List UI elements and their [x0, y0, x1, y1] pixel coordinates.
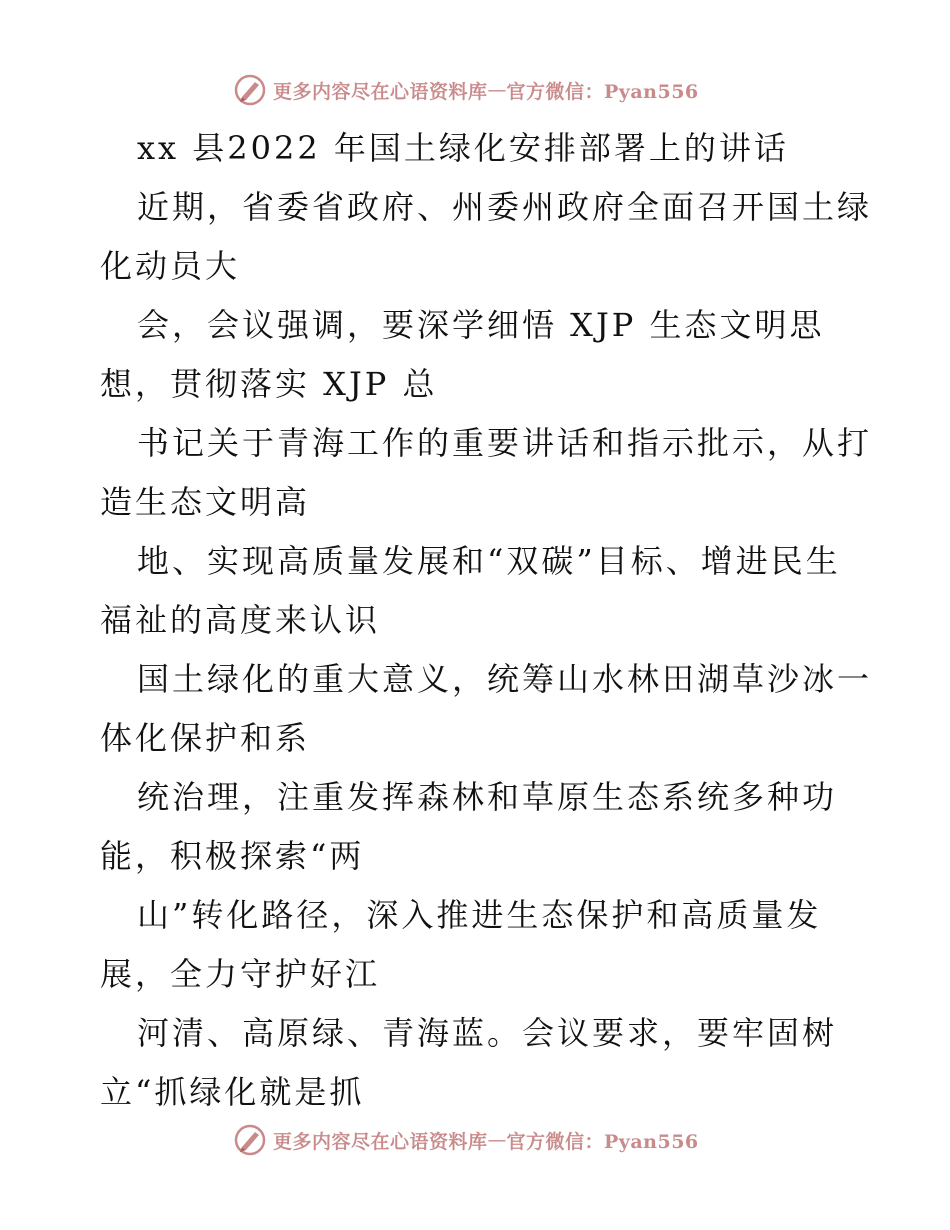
header-watermark [233, 72, 699, 108]
paragraph-line: 近期，省委省政府、州委州政府全面召开国土绿 [137, 188, 873, 226]
footer-watermark [233, 1122, 699, 1158]
pen-logo-icon [233, 73, 267, 107]
paragraph-line: 立“抓绿化就是抓 [100, 1073, 365, 1111]
paragraph-line: 化动员大 [100, 247, 241, 285]
paragraph-line: 会，会议强调，要深学细悟 XJP 生态文明思 [137, 306, 825, 344]
paragraph-line: 河清、高原绿、青海蓝。会议要求，要牢固树 [137, 1014, 838, 1052]
paragraph-line: 地、实现高质量发展和“双碳”目标、增进民生 [137, 542, 841, 580]
paragraph-line: 能，积极探索“两 [100, 837, 365, 875]
paragraph-line: 国土绿化的重大意义，统筹山水林田湖草沙冰一 [137, 660, 873, 698]
watermark-main-text: 更多内容尽在心语资料库 [273, 80, 488, 103]
paragraph-line: 展，全力守护好江 [100, 955, 381, 993]
watermark-dash: — [487, 1129, 507, 1151]
watermark-dash: — [487, 79, 507, 101]
watermark-sub-text: 官方微信：Pyan556 [506, 80, 699, 103]
paragraph-line: 山”转化路径，深入推进生态保护和高质量发 [137, 896, 822, 934]
paragraph-line: 福祉的高度来认识 [100, 601, 381, 639]
paragraph-line: 体化保护和系 [100, 719, 311, 757]
watermark-main-text: 更多内容尽在心语资料库 [273, 1130, 488, 1153]
paragraph-line: 书记关于青海工作的重要讲话和指示批示，从打 [137, 424, 873, 462]
paragraph-line: 造生态文明高 [100, 483, 311, 521]
paragraph-line: 统治理，注重发挥森林和草原生态系统多种功 [137, 778, 838, 816]
paragraph-line: 想，贯彻落实 XJP 总 [100, 365, 438, 403]
document-title: xx 县2022 年国土绿化安排部署上的讲话 [137, 129, 789, 167]
watermark-sub-text: 官方微信：Pyan556 [506, 1130, 699, 1153]
pen-logo-icon [233, 1123, 267, 1157]
